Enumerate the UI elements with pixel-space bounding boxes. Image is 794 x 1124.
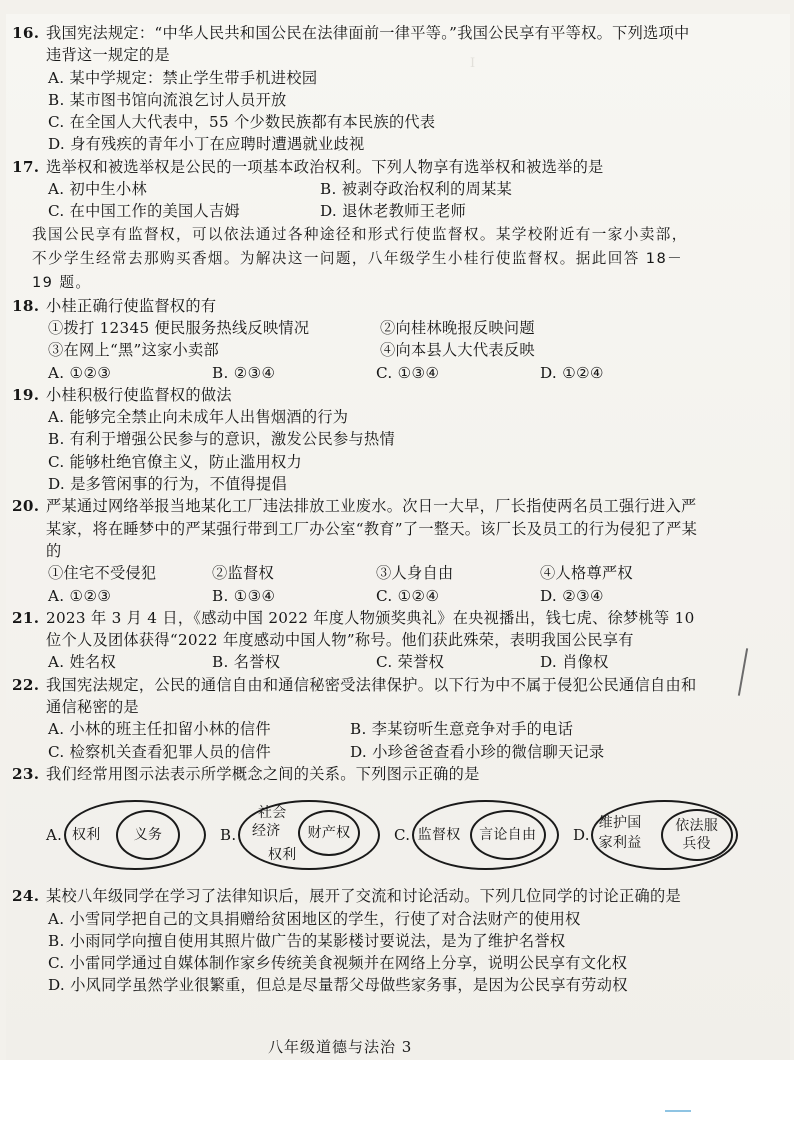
item-1: ①住宅不受侵犯 [48,564,157,583]
inner-label-line: 依法服 [675,818,719,835]
question-number: 24. [12,887,40,906]
outer-label: 监督权 [417,827,461,844]
option-c: C. 检察机关查看犯罪人员的信件 [48,742,271,761]
items-row [46,317,702,339]
outer-ellipse [64,800,206,870]
option-a: A. 能够完全禁止向未成年人出售烟酒的行为 [48,408,349,427]
inner-ellipse [298,810,360,856]
diagram-letter: C. [394,826,411,845]
inner-ellipse [661,809,733,861]
inner-label: 义务 [133,827,163,844]
question-stem: 选举权和被选举权是公民的一项基本政治权利。下列人物享有选举权和被选举的是 [46,157,604,176]
option-c: C. 能够杜绝官僚主义，防止滥用权力 [48,452,302,471]
question-list [12,22,719,997]
question-number: 23. [12,764,40,783]
item-2: ②监督权 [212,564,274,583]
option-d: D. 肖像权 [540,653,609,672]
option-d: D. 小风同学虽然学业很繁重，但总是尽量帮父母做些家务事，是因为公民享有劳动权 [48,976,628,995]
items-row [46,339,702,361]
question-number: 16. [12,24,40,42]
diagram-c [394,791,559,879]
question-22 [12,674,702,763]
question-17 [12,156,702,223]
diagram-a [46,791,206,879]
question-number: 20. [12,497,40,516]
item-4: ④向本县人大代表反映 [380,341,535,360]
diagram-letter: D. [573,826,590,845]
outer-ellipse [238,800,380,870]
question-20 [12,495,702,606]
option-b: B. 小雨同学向擅自使用其照片做广告的某影楼讨要说法，是为了维护名誉权 [48,931,566,950]
question-19 [12,384,702,495]
question-stem: 2023 年 3 月 4 日，《感动中国 2022 年度人物颁奖典礼》在央视播出，钱七虎、徐梦桃等 10 位个人及团体获得“2022 年度感动中国人物”称号。他们获此殊荣，表明我国公民享有 [46,608,695,650]
question-21 [12,607,702,674]
item-4: ④人格尊严权 [540,564,633,583]
question-stem: 我们经常用图示法表示所学概念之间的关系。下列图示正确的是 [46,764,480,783]
option-d: D. 身有残疾的青年小丁在应聘时遭遇就业歧视 [48,135,365,154]
question-16 [12,22,702,156]
outer-label-line: 权利 [268,847,297,864]
option-b: B. ①③④ [212,586,276,605]
page-footer: 八年级道德与法治 3 [268,1038,413,1056]
reading-material: 我国公民享有监督权，可以依法通过各种途径和形式行使监督权。某学校附近有一家小卖部，不少学生经常去那购买香烟。为解决这一问题，八年级学生小桂行使监督权。据此回答 18－19 题。 [32,225,688,291]
option-a: A. ①②③ [48,586,112,605]
question-number: 22. [12,675,40,694]
option-a: A. 小林的班主任扣留小林的信件 [48,720,271,739]
outer-label: 权利 [72,827,101,844]
outer-label-line: 维护国 [598,815,642,832]
inner-label: 财产权 [307,825,351,842]
items-row [46,562,702,584]
inner-ellipse [470,810,546,860]
options-row [46,200,702,222]
options-row [46,178,702,200]
question-stem: 小桂正确行使监督权的有 [46,296,217,315]
option-a: A. ①②③ [48,363,112,382]
option-b: B. 名誉权 [212,653,281,672]
diagram-letter: A. [46,826,63,845]
outer-label-line: 家利益 [598,835,642,852]
item-3: ③在网上“黑”这家小卖部 [48,341,220,360]
inner-label-line: 兵役 [682,836,711,853]
option-d: D. 是多管闲事的行为，不值得提倡 [48,475,288,494]
diagram-d [573,791,738,879]
inner-ellipse [116,810,180,860]
option-a: A. 初中生小林 [48,180,147,199]
outer-label-line: 经济 [252,823,281,840]
outer-ellipse [591,800,738,870]
question-number: 21. [12,608,40,627]
question-stem: 我国宪法规定，公民的通信自由和通信秘密受法律保护。以下行为中不属于侵犯公民通信自由和通信秘密的是 [46,675,697,717]
options-row [46,718,702,740]
option-b: B. 某市图书馆向流浪乞讨人员开放 [48,90,287,109]
item-3: ③人身自由 [376,564,454,583]
question-number: 18. [12,296,40,315]
option-d: D. 退休老教师王老师 [320,202,467,221]
question-number: 17. [12,157,40,176]
option-d: D. ②③④ [540,586,604,605]
scan-artifact [665,1110,691,1112]
diagram-letter: B. [220,826,237,845]
question-stem: 严某通过网络举报当地某化工厂违法排放工业废水。次日一大早，厂长指使两名员工强行进入严某家，将在睡梦中的严某强行带到工厂办公室“教育”了一整天。该厂长及员工的行为侵犯了严某的 [46,497,698,560]
option-c: C. ①③④ [376,363,440,382]
options-row [46,585,702,607]
outer-ellipse [412,800,559,870]
option-b: B. 有利于增强公民参与的意识，激发公民参与热情 [48,430,395,449]
question-18 [12,295,702,384]
options-row [46,651,702,673]
item-1: ①拨打 12345 便民服务热线反映情况 [48,318,310,337]
option-b: B. 李某窃听生意竞争对手的电话 [350,720,574,739]
option-c: C. 小雷同学通过自媒体制作家乡传统美食视频并在网络上分享，说明公民享有文化权 [48,954,628,973]
option-d: D. 小珍爸爸查看小珍的微信聊天记录 [350,742,605,761]
question-number: 19. [12,385,40,404]
option-b: B. ②③④ [212,363,276,382]
options-row [46,741,702,763]
diagram-b [220,791,380,879]
question-23 [12,763,719,879]
outer-label-line: 社会 [258,805,287,822]
option-a: A. 小雪同学把自己的文具捐赠给贫困地区的学生，行使了对合法财产的使用权 [48,909,581,928]
option-c: C. 在中国工作的美国人吉姆 [48,202,240,221]
option-a: A. 某中学规定：禁止学生带手机进校园 [48,68,318,87]
options-row [46,362,702,384]
option-c: C. 荣誉权 [376,653,445,672]
question-stem: 我国宪法规定：“中华人民共和国公民在法律面前一律平等。”我国公民享有平等权。下列选项中违背这一规定的是 [46,24,690,65]
inner-label: 言论自由 [479,827,537,844]
bottom-margin [0,1060,794,1124]
option-b: B. 被剥夺政治权利的周某某 [320,180,513,199]
option-c: C. 在全国人大代表中，55 个少数民族都有本民族的代表 [48,113,436,132]
option-c: C. ①②④ [376,586,440,605]
bleed-through-text: Ⅰ [470,56,476,71]
question-stem: 小桂积极行使监督权的做法 [46,385,232,404]
option-a: A. 姓名权 [48,653,116,672]
item-2: ②向桂林晚报反映问题 [380,318,535,337]
question-24 [12,885,702,996]
option-d: D. ①②④ [540,363,604,382]
question-stem: 某校八年级同学在学习了法律知识后，展开了交流和讨论活动。下列几位同学的讨论正确的是 [46,887,681,906]
venn-diagram-options [46,791,719,879]
